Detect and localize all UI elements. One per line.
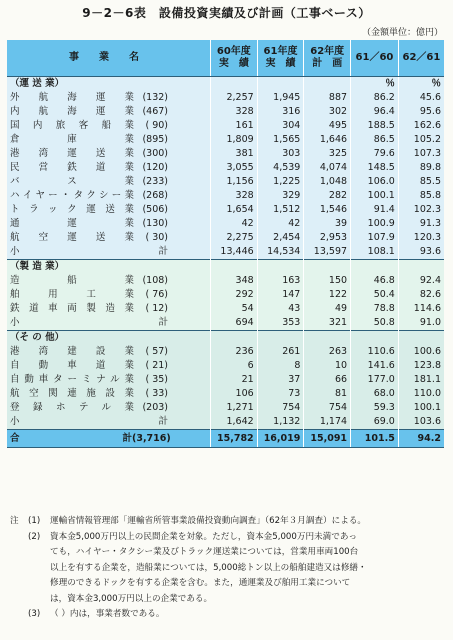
value-fy60: 1,809 (210, 133, 257, 147)
subtotal-ratio-61-60: 50.8 (351, 316, 399, 331)
company-count: ( 12) (145, 302, 168, 314)
industry-name: 舶用工業 (10, 288, 134, 300)
section-blank (257, 259, 304, 274)
value-fy60: 6 (210, 359, 257, 373)
industry-name: 造船業 (10, 274, 134, 286)
section-label: （運 送 業） (7, 76, 210, 91)
company-count: (506) (142, 203, 168, 215)
total-count: (3,716) (132, 432, 171, 444)
footnote-head: 注 (10, 516, 19, 526)
subtotal-row (7, 245, 444, 260)
table-row (7, 203, 444, 217)
company-count: ( 57) (145, 345, 168, 357)
ratio-61-60: 46.8 (351, 274, 399, 288)
ratio-61-60: 100.9 (351, 217, 399, 231)
value-fy62: 1,646 (304, 133, 351, 147)
total-ratio-62-61: 94.2 (398, 429, 444, 447)
subtotal-label: 小計 (10, 316, 168, 328)
subtotal-ratio-62-61: 93.6 (398, 245, 444, 260)
value-fy62: 263 (304, 345, 351, 359)
ratio-62-61: 107.3 (398, 147, 444, 161)
subtotal-label-cell (7, 415, 210, 430)
value-fy61: 261 (257, 345, 304, 359)
table-title: 9－2－6表 設備投資実績及び計画（工事ベース） (82, 6, 371, 20)
value-fy60: 54 (210, 302, 257, 316)
value-fy62: 887 (304, 91, 351, 105)
table-row (7, 401, 444, 415)
company-count: (120) (142, 161, 168, 173)
section-label: （製 造 業） (7, 259, 210, 274)
subtotal-label-cell (7, 316, 210, 331)
ratio-61-60: 106.0 (351, 175, 399, 189)
ratio-62-61: 181.1 (398, 373, 444, 387)
section-blank (210, 330, 257, 345)
ratio-61-60: 110.6 (351, 345, 399, 359)
table-row (7, 231, 444, 245)
ratio-61-60: 91.4 (351, 203, 399, 217)
value-fy60: 106 (210, 387, 257, 401)
value-fy62: 325 (304, 147, 351, 161)
company-count: ( 90) (145, 119, 168, 131)
subtotal-fy61: 14,534 (257, 245, 304, 260)
value-fy60: 2,275 (210, 231, 257, 245)
ratio-62-61: 110.0 (398, 387, 444, 401)
subtotal-ratio-61-60: 69.0 (351, 415, 399, 430)
value-fy60: 1,654 (210, 203, 257, 217)
ratio-62-61: 162.6 (398, 119, 444, 133)
percent-sign: ％ (398, 76, 444, 91)
value-fy61: 1,512 (257, 203, 304, 217)
industry-name: 登録ホテル業 (10, 401, 134, 413)
value-fy61: 304 (257, 119, 304, 133)
ratio-62-61: 89.8 (398, 161, 444, 175)
section-blank (257, 330, 304, 345)
subtotal-fy62: 13,597 (304, 245, 351, 260)
ratio-62-61: 82.6 (398, 288, 444, 302)
value-fy60: 328 (210, 189, 257, 203)
section-blank (210, 76, 257, 91)
row-label (7, 387, 210, 401)
ratio-61-60: 68.0 (351, 387, 399, 401)
company-count: ( 35) (145, 373, 168, 385)
percent-sign (351, 259, 399, 274)
industry-name: 港湾建設業 (10, 345, 134, 357)
company-count: (233) (142, 175, 168, 187)
subtotal-ratio-62-61: 91.0 (398, 316, 444, 331)
value-fy62: 754 (304, 401, 351, 415)
value-fy61: 43 (257, 302, 304, 316)
ratio-62-61: 102.3 (398, 203, 444, 217)
value-fy61: 37 (257, 373, 304, 387)
ratio-61-60: 79.6 (351, 147, 399, 161)
ratio-61-60: 50.4 (351, 288, 399, 302)
row-label (7, 189, 210, 203)
subtotal-fy62: 321 (304, 316, 351, 331)
ratio-61-60: 86.2 (351, 91, 399, 105)
table-row (7, 373, 444, 387)
value-fy60: 381 (210, 147, 257, 161)
value-fy60: 161 (210, 119, 257, 133)
ratio-62-61: 85.8 (398, 189, 444, 203)
industry-name: 民営鉄道業 (10, 161, 134, 173)
subtotal-fy61: 353 (257, 316, 304, 331)
value-fy62: 49 (304, 302, 351, 316)
ratio-61-60: 100.1 (351, 189, 399, 203)
ratio-62-61: 100.6 (398, 345, 444, 359)
value-fy60: 1,271 (210, 401, 257, 415)
ratio-61-60: 148.5 (351, 161, 399, 175)
ratio-62-61: 91.3 (398, 217, 444, 231)
row-label (7, 175, 210, 189)
ratio-62-61: 123.8 (398, 359, 444, 373)
value-fy62: 282 (304, 189, 351, 203)
value-fy61: 1,225 (257, 175, 304, 189)
ratio-62-61: 120.3 (398, 231, 444, 245)
table-row (7, 175, 444, 189)
industry-name: 外航海運業 (10, 91, 134, 103)
subtotal-fy62: 1,174 (304, 415, 351, 430)
table-row (7, 274, 444, 288)
unit-label: （金額単位：億円） (361, 28, 443, 38)
company-count: (130) (142, 217, 168, 229)
total-fy62: 15,091 (304, 429, 351, 447)
row-label (7, 119, 210, 133)
industry-name: 自動車道業 (10, 359, 134, 371)
company-count: (300) (142, 147, 168, 159)
footnote-2: (2) 資本金5,000万円以上の民間企業を対象。ただし，資本金5,000万円未満であっ (28, 531, 357, 542)
row-label (7, 91, 210, 105)
value-fy62: 2,953 (304, 231, 351, 245)
table-row (7, 387, 444, 401)
company-count: ( 76) (145, 288, 168, 300)
percent-sign (398, 259, 444, 274)
ratio-61-60: 107.9 (351, 231, 399, 245)
percent-sign (398, 330, 444, 345)
value-fy61: 8 (257, 359, 304, 373)
row-label (7, 203, 210, 217)
industry-name: 鉄道車両製造業 (10, 302, 134, 314)
section-blank (257, 76, 304, 91)
industry-name: 自動車ターミナル業 (10, 373, 134, 385)
industry-name: 国内旅客船業 (10, 119, 134, 131)
header-fy61: 61年度 実 績 (257, 40, 304, 76)
row-label (7, 161, 210, 175)
row-label (7, 217, 210, 231)
value-fy62: 1,546 (304, 203, 351, 217)
section-blank (304, 259, 351, 274)
company-count: ( 30) (145, 231, 168, 243)
total-fy60: 15,782 (210, 429, 257, 447)
header-fy60: 60年度 実 績 (210, 40, 257, 76)
row-label (7, 288, 210, 302)
value-fy62: 81 (304, 387, 351, 401)
section-label: （そ の 他） (7, 330, 210, 345)
table-row (7, 91, 444, 105)
header-ratio-62-61: 62／61 (398, 40, 444, 76)
ratio-61-60: 86.5 (351, 133, 399, 147)
ratio-61-60: 177.0 (351, 373, 399, 387)
value-fy62: 66 (304, 373, 351, 387)
section-blank (304, 330, 351, 345)
row-label (7, 274, 210, 288)
company-count: (132) (142, 91, 168, 103)
subtotal-row (7, 415, 444, 430)
row-label (7, 373, 210, 387)
industry-name: トラック運送業 (10, 203, 134, 215)
row-label (7, 105, 210, 119)
value-fy60: 328 (210, 105, 257, 119)
subtotal-ratio-61-60: 108.1 (351, 245, 399, 260)
industry-name: ハイヤー・タクシー業 (10, 189, 134, 201)
total-fy61: 16,019 (257, 429, 304, 447)
table-row (7, 217, 444, 231)
company-count: (895) (142, 133, 168, 145)
header-ratio-61-60: 61／60 (351, 40, 399, 76)
value-fy61: 754 (257, 401, 304, 415)
row-label (7, 345, 210, 359)
subtotal-ratio-62-61: 103.6 (398, 415, 444, 430)
header-row (7, 40, 444, 76)
header-fy62: 62年度 計 画 (304, 40, 351, 76)
company-count: (467) (142, 105, 168, 117)
table-row (7, 161, 444, 175)
row-label (7, 147, 210, 161)
table-row (7, 189, 444, 203)
section-header-row (7, 330, 444, 345)
value-fy61: 329 (257, 189, 304, 203)
subtotal-fy60: 1,642 (210, 415, 257, 430)
row-label (7, 133, 210, 147)
ratio-62-61: 85.5 (398, 175, 444, 189)
value-fy60: 1,156 (210, 175, 257, 189)
ratio-61-60: 96.4 (351, 105, 399, 119)
section-blank (304, 76, 351, 91)
ratio-61-60: 78.8 (351, 302, 399, 316)
total-row (7, 429, 444, 447)
industry-name: 内航海運業 (10, 105, 134, 117)
industry-name: 航空運送業 (10, 231, 134, 243)
value-fy62: 302 (304, 105, 351, 119)
ratio-62-61: 45.6 (398, 91, 444, 105)
table-row (7, 119, 444, 133)
value-fy61: 73 (257, 387, 304, 401)
value-fy61: 1,565 (257, 133, 304, 147)
investment-table (7, 40, 444, 448)
company-count: ( 33) (145, 387, 168, 399)
subtotal-label: 小計 (10, 415, 168, 427)
section-blank (210, 259, 257, 274)
table-row (7, 302, 444, 316)
table-row (7, 147, 444, 161)
value-fy61: 2,454 (257, 231, 304, 245)
table-row (7, 359, 444, 373)
value-fy61: 42 (257, 217, 304, 231)
footnote-3: (3) （ ）内は，事業者数である。 (28, 609, 165, 619)
table-row (7, 288, 444, 302)
industry-name: 倉庫業 (10, 133, 134, 145)
section-header-row (7, 259, 444, 274)
value-fy61: 147 (257, 288, 304, 302)
row-label (7, 302, 210, 316)
value-fy62: 495 (304, 119, 351, 133)
value-fy62: 1,048 (304, 175, 351, 189)
ratio-62-61: 114.6 (398, 302, 444, 316)
value-fy60: 236 (210, 345, 257, 359)
subtotal-label: 小計 (10, 245, 168, 257)
row-label (7, 359, 210, 373)
value-fy61: 1,945 (257, 91, 304, 105)
ratio-62-61: 105.2 (398, 133, 444, 147)
value-fy62: 4,074 (304, 161, 351, 175)
subtotal-fy61: 1,132 (257, 415, 304, 430)
value-fy60: 2,257 (210, 91, 257, 105)
value-fy62: 39 (304, 217, 351, 231)
subtotal-row (7, 316, 444, 331)
total-label: 合計 (10, 432, 132, 444)
industry-name: バス業 (10, 175, 134, 187)
value-fy60: 348 (210, 274, 257, 288)
value-fy62: 150 (304, 274, 351, 288)
footnote-1: 注 (1) 運輸省情報管理部「運輸省所管事業設備投資動向調査」（62年３月調査）による。 (10, 514, 443, 530)
industry-name: 港湾運送業 (10, 147, 134, 159)
ratio-61-60: 59.3 (351, 401, 399, 415)
section-header-row (7, 76, 444, 91)
table-row (7, 105, 444, 119)
industry-name: 航空関連施設業 (10, 387, 134, 399)
company-count: (203) (142, 401, 168, 413)
header-name: 事業名 (7, 40, 210, 76)
ratio-61-60: 141.6 (351, 359, 399, 373)
value-fy60: 42 (210, 217, 257, 231)
percent-sign: ％ (351, 76, 399, 91)
ratio-61-60: 188.5 (351, 119, 399, 133)
value-fy61: 316 (257, 105, 304, 119)
value-fy62: 10 (304, 359, 351, 373)
table-row (7, 345, 444, 359)
value-fy61: 163 (257, 274, 304, 288)
subtotal-fy60: 13,446 (210, 245, 257, 260)
industry-name: 通運業 (10, 217, 134, 229)
ratio-62-61: 95.6 (398, 105, 444, 119)
value-fy60: 3,055 (210, 161, 257, 175)
value-fy61: 303 (257, 147, 304, 161)
company-count: (268) (142, 189, 168, 201)
subtotal-fy60: 694 (210, 316, 257, 331)
table-row (7, 133, 444, 147)
value-fy60: 21 (210, 373, 257, 387)
percent-sign (351, 330, 399, 345)
row-label (7, 231, 210, 245)
footnotes: 注 (1) 運輸省情報管理部「運輸省所管事業設備投資動向調査」（62年３月調査）による。 (2) 資本金5,000万円以上の民間企業を対象。ただし，資本金5,000万円未満であっ ても，ハイヤー・タクシー業及びトラック運送業については，営業用車両100台 以上を有する企業を，造船業については，5,000総トン以上の船舶建造又は修繕・ 修理のできるドックを有する企業を含む。また，通運業及び舶用工業について は，資本金3,000万円以上の企業である。 (3) （ ）内は，事業者数である。 (10, 514, 443, 623)
subtotal-label-cell (7, 245, 210, 260)
row-label (7, 401, 210, 415)
value-fy62: 122 (304, 288, 351, 302)
value-fy60: 292 (210, 288, 257, 302)
ratio-62-61: 100.1 (398, 401, 444, 415)
company-count: ( 21) (145, 359, 168, 371)
ratio-62-61: 92.4 (398, 274, 444, 288)
company-count: (108) (142, 274, 168, 286)
total-ratio-61-60: 101.5 (351, 429, 399, 447)
value-fy61: 4,539 (257, 161, 304, 175)
